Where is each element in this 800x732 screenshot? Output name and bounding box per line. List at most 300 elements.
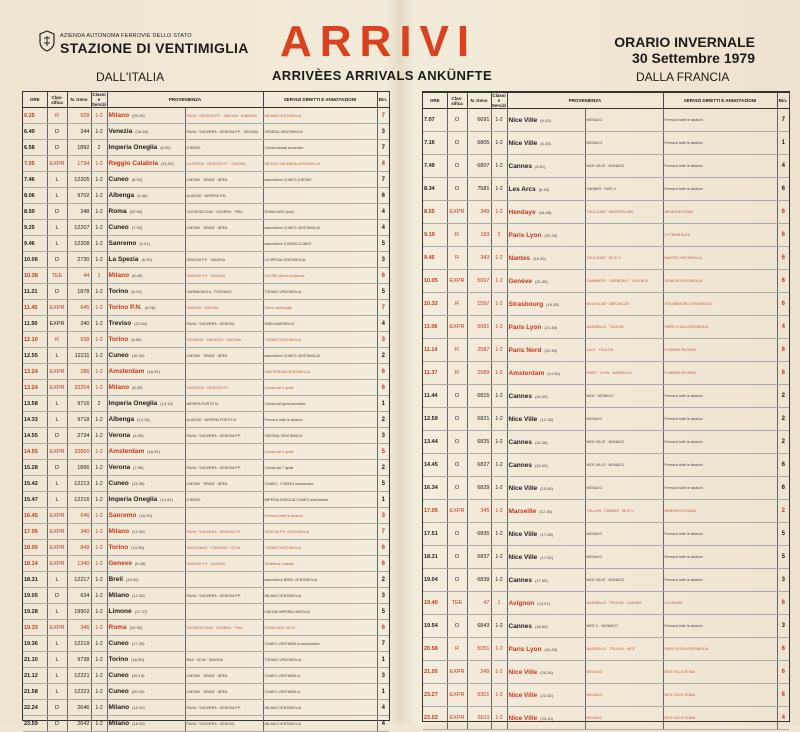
- train-class: O: [447, 155, 467, 178]
- departure-time: (16.31): [147, 449, 160, 454]
- train-number: 340: [67, 524, 91, 540]
- station-name: STAZIONE DI VENTIMIGLIA: [60, 40, 249, 56]
- arrival-time: 10.06: [23, 252, 47, 268]
- origin-name: Nice Ville: [508, 553, 538, 561]
- train-class: L: [47, 684, 67, 700]
- origin-city: [507, 132, 585, 155]
- train-seats: 1-2: [91, 284, 107, 300]
- timetable-period: [595, 34, 755, 66]
- route-stops: VOGHERA · GENOVA P.P.: [185, 380, 263, 396]
- departure-time: (13.47): [537, 600, 550, 606]
- train-class: EXPR: [47, 364, 67, 380]
- train-class: L: [47, 412, 67, 428]
- departure-time: (20.25): [544, 232, 558, 238]
- platform-number: 6: [377, 380, 389, 396]
- origin-city: [107, 700, 185, 716]
- origin-name: Imperia Oneglia: [108, 400, 158, 407]
- origin-city: [507, 247, 585, 270]
- origin-name: Torino P.N.: [108, 304, 142, 311]
- origin-name: Reggio Calabria: [108, 160, 158, 167]
- departure-time: (20.26): [540, 669, 553, 675]
- train-class: L: [47, 188, 67, 204]
- arrival-time: 21.05: [423, 661, 447, 684]
- train-class: EXPR: [47, 156, 67, 172]
- arrivals-table-france: [422, 91, 790, 722]
- service-notes: MILANO-VENTIMIGLIA: [263, 700, 377, 716]
- departure-time: (12.38): [534, 439, 548, 445]
- table-row: [23, 428, 389, 444]
- service-notes: Ferma in tutte le stazioni: [663, 569, 777, 592]
- train-class: EXPR: [447, 684, 467, 707]
- train-class: EXPR: [47, 316, 67, 332]
- col-provenienza: PROVENIENZA: [507, 93, 663, 109]
- platform-number: 2: [377, 460, 389, 476]
- route-stops: TOULOUSE · NICE V.: [585, 247, 663, 270]
- service-notes: MILANO-VENTIMIGLIA: [263, 108, 377, 124]
- route-stops: MONACO: [585, 684, 663, 707]
- arrival-time: 14.33: [23, 412, 47, 428]
- origin-city: [507, 385, 585, 408]
- platform-number: 6: [777, 592, 789, 615]
- route-stops: LIMONE · TENDE · BREIL: [185, 684, 263, 700]
- train-class: O: [447, 615, 467, 638]
- origin-name: Paris Lyon: [508, 231, 542, 239]
- table-row: [23, 668, 389, 684]
- train-number: 645: [67, 300, 91, 316]
- table-row: [423, 592, 789, 615]
- train-seats: 1-2: [491, 546, 507, 569]
- train-class: L: [47, 476, 67, 492]
- train-seats: 1-2: [491, 684, 507, 707]
- departure-time: (17.55): [534, 577, 548, 583]
- table-row: [23, 124, 389, 140]
- service-notes: LE TRAIN BLEU: [663, 224, 777, 247]
- origin-city: [107, 364, 185, 380]
- train-number: 6691: [467, 109, 491, 132]
- service-notes: Ferma in tutte le stazioni: [663, 615, 777, 638]
- train-seats: 1-2: [91, 476, 107, 492]
- service-notes: Circola esclusi domenica: [263, 140, 377, 156]
- platform-number: 6: [777, 247, 789, 270]
- train-class: EXPR: [447, 201, 467, 224]
- platform-number: 4: [377, 716, 389, 732]
- train-class: EXPR: [47, 444, 67, 460]
- service-notes: Circola dal 7 aprile: [263, 460, 377, 476]
- departure-time: (5.32): [131, 177, 143, 182]
- train-number: 5051: [467, 638, 491, 661]
- service-notes: Ferma in tutte le stazioni: [663, 408, 777, 431]
- arrival-time: 22.24: [23, 700, 47, 716]
- service-notes: Ferma in tutte le stazioni: [663, 454, 777, 477]
- departure-time: (7.55): [133, 465, 144, 470]
- departure-time: (18.50): [534, 623, 548, 629]
- service-notes: Ferma in tutte le stazioni: [263, 412, 377, 428]
- train-seats: 1-2: [491, 362, 507, 385]
- route-stops: PAVIA · VOGHERA · GENOVA P.P.: [185, 428, 263, 444]
- service-notes: MILANO-VENTIMIGLIA: [263, 716, 377, 732]
- train-class: D: [47, 716, 67, 732]
- departure-time: (21.05): [134, 321, 147, 326]
- origin-name: Roma: [108, 624, 127, 631]
- table-row: [423, 500, 789, 523]
- col-classifica: Clas-sifica: [47, 92, 67, 108]
- departure-time: (6.30): [540, 140, 551, 146]
- origin-city: [507, 178, 585, 201]
- train-seats: 1-2: [91, 380, 107, 396]
- train-number: 44: [67, 268, 91, 284]
- train-number: 1892: [67, 140, 91, 156]
- train-seats: 1-2: [491, 408, 507, 431]
- col-classi: Classi e Servizi: [491, 93, 507, 108]
- page-title: ARRIVI: [280, 17, 478, 66]
- train-number: 33204: [67, 380, 91, 396]
- origin-name: Milano: [108, 112, 130, 119]
- departure-time: (6.26): [144, 305, 156, 310]
- origin-city: [507, 109, 585, 132]
- table-row: [23, 364, 389, 380]
- origin-city: [107, 380, 185, 396]
- train-seats: 1-2: [91, 300, 107, 316]
- route-stops: NICE VILLE · MONACO: [585, 431, 663, 454]
- train-seats: 1-2: [91, 316, 107, 332]
- platform-number: 1: [777, 132, 789, 155]
- service-notes: NICE VILLE-ROMA: [663, 684, 777, 707]
- departure-time: (17.08): [540, 531, 553, 537]
- origin-name: Cannes: [508, 162, 532, 170]
- platform-number: 6: [377, 620, 389, 636]
- arrivals-table-italy: [22, 91, 390, 727]
- train-seats: 1-2: [91, 124, 107, 140]
- train-class: R: [447, 362, 467, 385]
- platform-number: 7: [777, 109, 789, 132]
- route-stops: S.REMO: [185, 492, 263, 508]
- train-number: 47: [467, 592, 491, 615]
- train-seats: 1-2: [91, 236, 107, 252]
- arrival-time: 11.50: [23, 316, 47, 332]
- train-class: R: [447, 638, 467, 661]
- origin-city: [507, 224, 585, 247]
- service-notes: Circola dal 5 aprile: [263, 444, 377, 460]
- arrival-time: 7.07: [423, 109, 447, 132]
- service-notes: Ferma in tutte le stazioni: [663, 477, 777, 500]
- origin-name: Torino: [108, 336, 129, 343]
- table-row: [423, 178, 789, 201]
- train-seats: 1-2: [491, 132, 507, 155]
- train-number: 9702: [67, 188, 91, 204]
- origin-city: [507, 684, 585, 707]
- departure-time: (18.55): [135, 129, 149, 134]
- route-stops: GENOVA P.P. · SAVONA: [185, 252, 263, 268]
- route-stops: NICE VILLE · MONACO: [585, 454, 663, 477]
- train-number: 2734: [67, 428, 91, 444]
- platform-number: 1: [377, 492, 389, 508]
- table-row: [423, 454, 789, 477]
- departure-time: (9.21): [139, 241, 150, 246]
- origin-city: [107, 412, 185, 428]
- route-stops: CIVITAVECCHIA · LIVORNO · PISA: [185, 204, 263, 220]
- train-number: 9718: [67, 412, 91, 428]
- platform-number: 4: [377, 220, 389, 236]
- departure-time: (15.00): [160, 161, 174, 166]
- service-notes: NANTES-VENTIMIGLIA: [663, 247, 777, 270]
- table-row: [23, 556, 389, 572]
- platform-number: 7: [377, 172, 389, 188]
- train-seats: 2: [91, 140, 107, 156]
- origin-city: [107, 444, 185, 460]
- departure-time: (8.35): [132, 385, 143, 390]
- service-notes: FLANDRE RIVIERA: [663, 362, 777, 385]
- route-stops: PAVIA · VOGHERA · GENOVA P.P.: [185, 524, 263, 540]
- train-number: 6829: [467, 477, 491, 500]
- origin-name: Marseille: [508, 507, 537, 515]
- arrival-time: 6.58: [23, 140, 47, 156]
- service-notes: Ferma in tutte le stazioni: [663, 178, 777, 201]
- col-binario: Bin.: [377, 92, 389, 108]
- table-row: [423, 362, 789, 385]
- col-servizi: SERVIZI DIRETTI E ANNOTAZIONI: [263, 92, 377, 108]
- origin-name: Avignon: [508, 599, 535, 607]
- train-class: D: [47, 124, 67, 140]
- route-stops: LIMONE · TENDE · BREIL: [185, 220, 263, 236]
- table-row: [423, 155, 789, 178]
- origin-name: Verona: [108, 432, 131, 439]
- route-stops: LIMONE · TENDE · BREIL: [185, 668, 263, 684]
- platform-number: 4: [777, 707, 789, 730]
- arrival-time: 13.24: [23, 380, 47, 396]
- departure-time: (16.29): [533, 255, 546, 261]
- arrivals-rows-france: [423, 109, 789, 730]
- origin-name: La Spezia: [108, 256, 139, 263]
- platform-number: 3: [777, 569, 789, 592]
- route-stops: NICE · MONACO: [585, 385, 663, 408]
- origin-name: Albenga: [108, 192, 135, 199]
- departure-time: (13.36): [131, 481, 145, 486]
- route-stops: IMPERIA PORTO M.: [185, 396, 263, 412]
- origin-name: Cannes: [508, 392, 532, 400]
- platform-number: 7: [377, 300, 389, 316]
- service-notes: IMPERIA ONEGLIA-CUNEO automotrice: [263, 492, 377, 508]
- service-notes: VERONA-VENTIMIGLIA: [263, 428, 377, 444]
- table-row: [23, 540, 389, 556]
- platform-number: 7: [377, 524, 389, 540]
- route-stops: LIMONE · TENDE · BREIL: [185, 476, 263, 492]
- departure-time: (22.50): [129, 209, 143, 214]
- platform-number: 7: [377, 636, 389, 652]
- train-class: O: [447, 132, 467, 155]
- service-notes: Ferma in tutte le stazioni: [663, 132, 777, 155]
- platform-number: 5: [377, 476, 389, 492]
- service-notes: Ferma in tutte le stazioni: [663, 431, 777, 454]
- origin-city: [507, 477, 585, 500]
- arrival-time: 19.33: [23, 620, 47, 636]
- origin-city: [107, 188, 185, 204]
- origin-city: [107, 268, 185, 284]
- origin-name: Sanremo: [108, 512, 137, 519]
- arrival-time: 9.45: [423, 247, 447, 270]
- service-notes: CUNEO-VENTIMIGLIA: [263, 668, 377, 684]
- train-class: D: [47, 588, 67, 604]
- origin-name: Verona: [108, 464, 131, 471]
- table-row: [23, 268, 389, 284]
- arrival-time: 14.45: [423, 454, 447, 477]
- timetable-date: 30 Settembre 1979: [632, 50, 755, 66]
- departure-time: (20.00): [131, 689, 145, 694]
- origin-city: [507, 270, 585, 293]
- train-class: L: [47, 604, 67, 620]
- departure-time: (16.20): [139, 513, 153, 518]
- origin-name: Cuneo: [108, 688, 129, 695]
- table-row: [423, 477, 789, 500]
- train-number: 240: [67, 316, 91, 332]
- train-number: 2589: [467, 362, 491, 385]
- arrival-time: 18.31: [23, 572, 47, 588]
- origin-name: Venezia: [108, 128, 133, 135]
- route-stops: LIMONE · TENDE · BREIL: [185, 348, 263, 364]
- origin-name: Nice Ville: [508, 484, 538, 492]
- arrival-time: 8.50: [23, 204, 47, 220]
- origin-city: [507, 316, 585, 339]
- table-row: [423, 546, 789, 569]
- arrival-time: 23.52: [423, 707, 447, 730]
- departure-time: (21.45): [535, 278, 548, 284]
- origin-city: [507, 293, 585, 316]
- origin-name: Cannes: [508, 576, 532, 584]
- arrival-time: 19.05: [23, 588, 47, 604]
- train-seats: 1-2: [491, 316, 507, 339]
- origin-city: [107, 204, 185, 220]
- origin-city: [107, 668, 185, 684]
- train-number: 343: [467, 247, 491, 270]
- train-class: O: [447, 408, 467, 431]
- train-number: 646: [67, 508, 91, 524]
- platform-number: 3: [377, 508, 389, 524]
- train-seats: 2: [491, 224, 507, 247]
- route-stops: [185, 636, 263, 652]
- arrival-time: 11.37: [423, 362, 447, 385]
- train-class: TEE: [47, 268, 67, 284]
- train-number: 1896: [67, 460, 91, 476]
- train-seats: 1-2: [91, 156, 107, 172]
- origin-city: [507, 408, 585, 431]
- origin-name: Sanremo: [108, 240, 137, 247]
- route-stops: ALASSIO · IMPERIA P.M.: [185, 188, 263, 204]
- service-notes: GENEVE-VENTIMIGLIA: [663, 270, 777, 293]
- table-row: [423, 316, 789, 339]
- departure-time: (16.45): [538, 209, 552, 215]
- departure-time: (6.10): [131, 289, 142, 294]
- arrival-time: 21.10: [23, 652, 47, 668]
- service-notes: FLANDRE RIVIERA: [663, 339, 777, 362]
- departure-time: (14.51): [160, 497, 173, 502]
- service-notes: TORINO-VENTIMIGLIA: [263, 284, 377, 300]
- route-stops: NICE VILLE · MONACO: [585, 569, 663, 592]
- origin-name: Genève: [508, 277, 532, 285]
- arrival-time: 17.05: [423, 500, 447, 523]
- arrival-time: 21.12: [23, 668, 47, 684]
- arrival-time: 18.14: [23, 556, 47, 572]
- table-row: [23, 492, 389, 508]
- origin-city: [107, 492, 185, 508]
- table-row: [23, 620, 389, 636]
- platform-number: 4: [377, 700, 389, 716]
- train-class: L: [47, 236, 67, 252]
- origin-city: [507, 592, 585, 615]
- train-seats: 1-2: [91, 508, 107, 524]
- departure-time: (6.20): [540, 117, 551, 123]
- table-row: [23, 716, 389, 732]
- table-row: [423, 661, 789, 684]
- train-number: 6821: [467, 408, 491, 431]
- platform-number: 6: [777, 477, 789, 500]
- origin-name: Milano: [108, 720, 130, 727]
- platform-number: 2: [777, 431, 789, 454]
- departure-time: (17.37): [134, 609, 148, 614]
- arrival-time: 16.34: [423, 477, 447, 500]
- section-label-italy: DALL'ITALIA: [96, 70, 165, 84]
- train-seats: 1-2: [91, 444, 107, 460]
- platform-number: 6: [777, 178, 789, 201]
- departure-time: (6.51): [534, 163, 546, 169]
- train-class: R: [447, 224, 467, 247]
- train-class: O: [447, 523, 467, 546]
- train-class: EXPR: [47, 540, 67, 556]
- train-class: L: [47, 668, 67, 684]
- train-seats: 1-2: [91, 412, 107, 428]
- origin-city: [507, 638, 585, 661]
- departure-time: (21.40): [544, 324, 558, 330]
- train-number: 6807: [467, 155, 491, 178]
- train-seats: 1-2: [491, 385, 507, 408]
- origin-name: Milano: [108, 384, 130, 391]
- departure-time: (10.40): [534, 393, 548, 399]
- table-row: [23, 604, 389, 620]
- arrival-time: 9.25: [23, 220, 47, 236]
- train-number: 6805: [467, 132, 491, 155]
- train-seats: 1-2: [491, 638, 507, 661]
- route-stops: LILLE · TOULON: [585, 339, 663, 362]
- train-class: O: [447, 431, 467, 454]
- departure-time: (19.35): [546, 301, 559, 307]
- train-seats: 1-2: [491, 661, 507, 684]
- platform-number: 5: [377, 236, 389, 252]
- arrival-time: 7.05: [23, 156, 47, 172]
- train-seats: 1: [491, 592, 507, 615]
- route-stops: PAVIA · VOGHERA · GENOVA: [185, 316, 263, 332]
- train-seats: 1-2: [91, 588, 107, 604]
- platform-number: 3: [777, 615, 789, 638]
- origin-city: [507, 454, 585, 477]
- route-stops: LA SPEZIA · GENOVA P.P. · SAVONA: [185, 156, 263, 172]
- train-number: 2587: [467, 339, 491, 362]
- table-row: [423, 569, 789, 592]
- origin-city: [107, 236, 185, 252]
- service-notes: MARSEILLE-ROMA: [663, 500, 777, 523]
- service-notes: Ferma in tutte le stazioni: [263, 508, 377, 524]
- departure-time: (12.30): [132, 529, 145, 534]
- route-stops: [185, 444, 263, 460]
- origin-name: Cuneo: [108, 672, 129, 679]
- table-row: [423, 109, 789, 132]
- departure-time: (13.16): [137, 417, 150, 422]
- train-seats: 1-2: [491, 707, 507, 730]
- train-class: L: [47, 492, 67, 508]
- departure-time: (13.40): [534, 462, 548, 468]
- train-number: 2646: [67, 700, 91, 716]
- table-row: [423, 132, 789, 155]
- table-row: [23, 652, 389, 668]
- train-seats: 1-2: [91, 460, 107, 476]
- arrival-time: 14.55: [23, 444, 47, 460]
